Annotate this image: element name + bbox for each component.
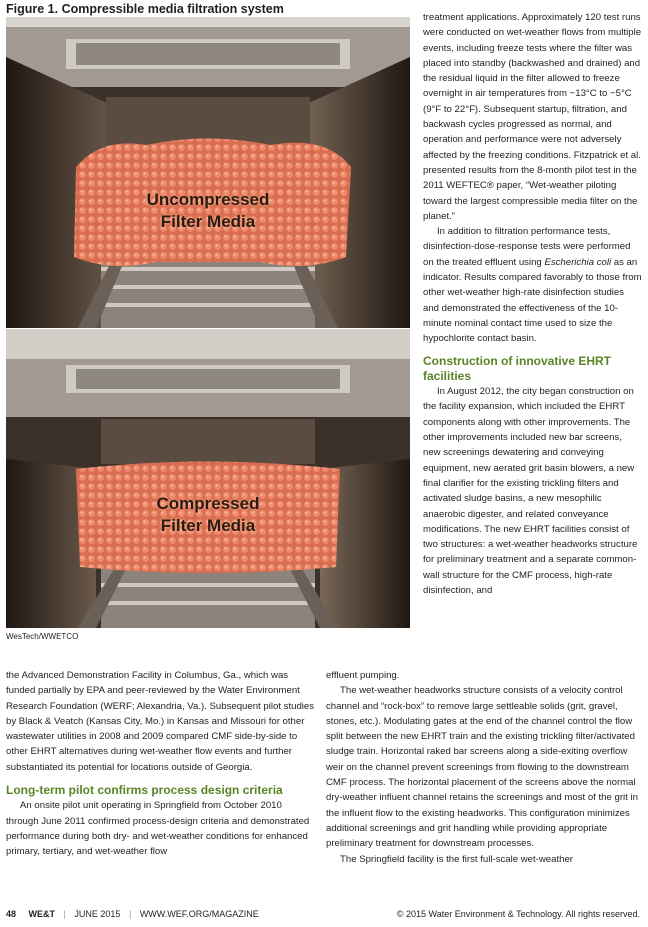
middle-paragraph-2: The wet-weather headworks structure consists of a velocity control channel and “rock-box” to remove large settleable solids (grit, gravel, stones, etc.). Modulating gates at the end of the channel control the flow split between the new EHRT train and the existing trickling filter/activated sludge train. Horizontal raked bar screens along a side-exiting overflow weir on the channel prevent screenings from flowing to the downstream CMF process. The horizontal placement of the screens above the normal dry-weather influent channel retains the screenings and most of the grit in the influent flow to the existing headworks. This configuration minimizes additional screenings and grit handling while providing appropriate preliminary treatment for downstream processes. [326, 685, 638, 850]
construction-heading: Construction of innovative EHRT facilities [423, 353, 612, 383]
copyright-notice: © 2015 Water Environment & Technology. All rights reserved. [396, 909, 640, 919]
figure-title: Figure 1. Compressible media filtration system [6, 2, 284, 16]
footer-separator: | [128, 909, 132, 919]
filter-chamber-illustration-top [6, 17, 410, 328]
middle-column [326, 668, 642, 867]
uncompressed-label [6, 189, 410, 233]
right-column [423, 10, 642, 598]
filter-chamber-illustration-bottom [6, 329, 410, 628]
left-paragraph-2: An onsite pilot unit operating in Springfield from October 2010 through June 2011 confirmed process-design criteria and demonstrated performance during both dry- and wet-weather conditions for enhanced primary, tertiary, and wet-weather flow [6, 800, 310, 858]
middle-paragraph-3: The Springfield facility is the first full-scale wet-weather [340, 853, 574, 865]
page-number: 48 [6, 909, 17, 919]
middle-paragraph-1: effluent pumping. [326, 670, 400, 681]
uncompressed-media-photo [6, 17, 410, 328]
compressed-label-line1: Compressed [156, 494, 260, 513]
compressed-label [6, 493, 410, 537]
pilot-heading: Long-term pilot confirms process design criteria [6, 783, 283, 798]
compressed-label-line2: Filter Media [160, 516, 256, 535]
right-paragraph-2 [423, 224, 642, 346]
right-paragraph-1: treatment applications. Approximately 120 test runs were conducted on wet-weather flows from multiple events, including freeze tests where the filter was placed into standby (backwashed and drained) and the residual liquid in the filter allowed to freeze overnight in air temperatures from −13°C to −5°C (9°F to 22°F). Subsequent startup, filtration, and backwash cycles progressed as normal, and operation and performance were not adversely affected by the freezing conditions. Fitzpatrick et al. presented results from the 8-month pilot test in the 2011 WEFTEC® paper, “Wet-weather piloting toward the largest compressible media filter on the planet.” [423, 12, 642, 222]
issue-date: JUNE 2015 [74, 909, 121, 919]
left-column [6, 668, 316, 860]
footer-separator: | [63, 909, 66, 919]
right-p2-text-a: In addition to filtration performance tests, disinfection-dose-response tests were performed on the treated effluent using [423, 226, 631, 268]
magazine-url[interactable]: WWW.WEF.ORG/MAGAZINE [139, 909, 259, 919]
compressed-media-photo [6, 329, 410, 628]
right-paragraph-3: In August 2012, the city began construction on the facility expansion, which included the EHRT components along with other improvements. The other improvements included new bar screens, new screenings dewatering and conveying equipment, new aerated grit basin blowers, a new final clarifier for the existing trickling filters and activated sludge basins, a new mesophilic anaerobic digester, and related conveyance modifications. The new EHRT facilities consist of two structures: a wet-weather headworks structure for preliminary treatment and a separate common-wall structure for the CMF process, high-rate disinfection, and [423, 386, 638, 596]
uncompressed-label-line2: Filter Media [160, 212, 256, 231]
left-paragraph-1: the Advanced Demonstration Facility in Columbus, Ga., which was funded partially by EPA and peer-reviewed by the Water Environment Research Foundation (WERF; Alexandria, Va.). Subsequent pilot studies by Black & Veatch (Kansas City, Mo.) in Kansas and Missouri for other wastewater utilities in 2008 and 2009 compared CMF side-by-side to other EHRT alternatives during wet-weather flow events and further substantiated its potential for locations outside of Georgia. [6, 670, 315, 773]
uncompressed-label-line1: Uncompressed [146, 190, 270, 209]
photo-credit: WesTech/WWETCO [6, 632, 79, 641]
right-p2-text-b: as an indicator. Results compared favorably to those from other wet-weather high-rate disinfection studies and demonstrated the effectiveness of the 10-minute nominal contact time used to size the hypochlorite contact basin. [423, 256, 642, 345]
footer-left [6, 909, 259, 919]
right-p2-species: Escherichia coli [544, 256, 612, 268]
magazine-name: WE&T [28, 909, 56, 919]
